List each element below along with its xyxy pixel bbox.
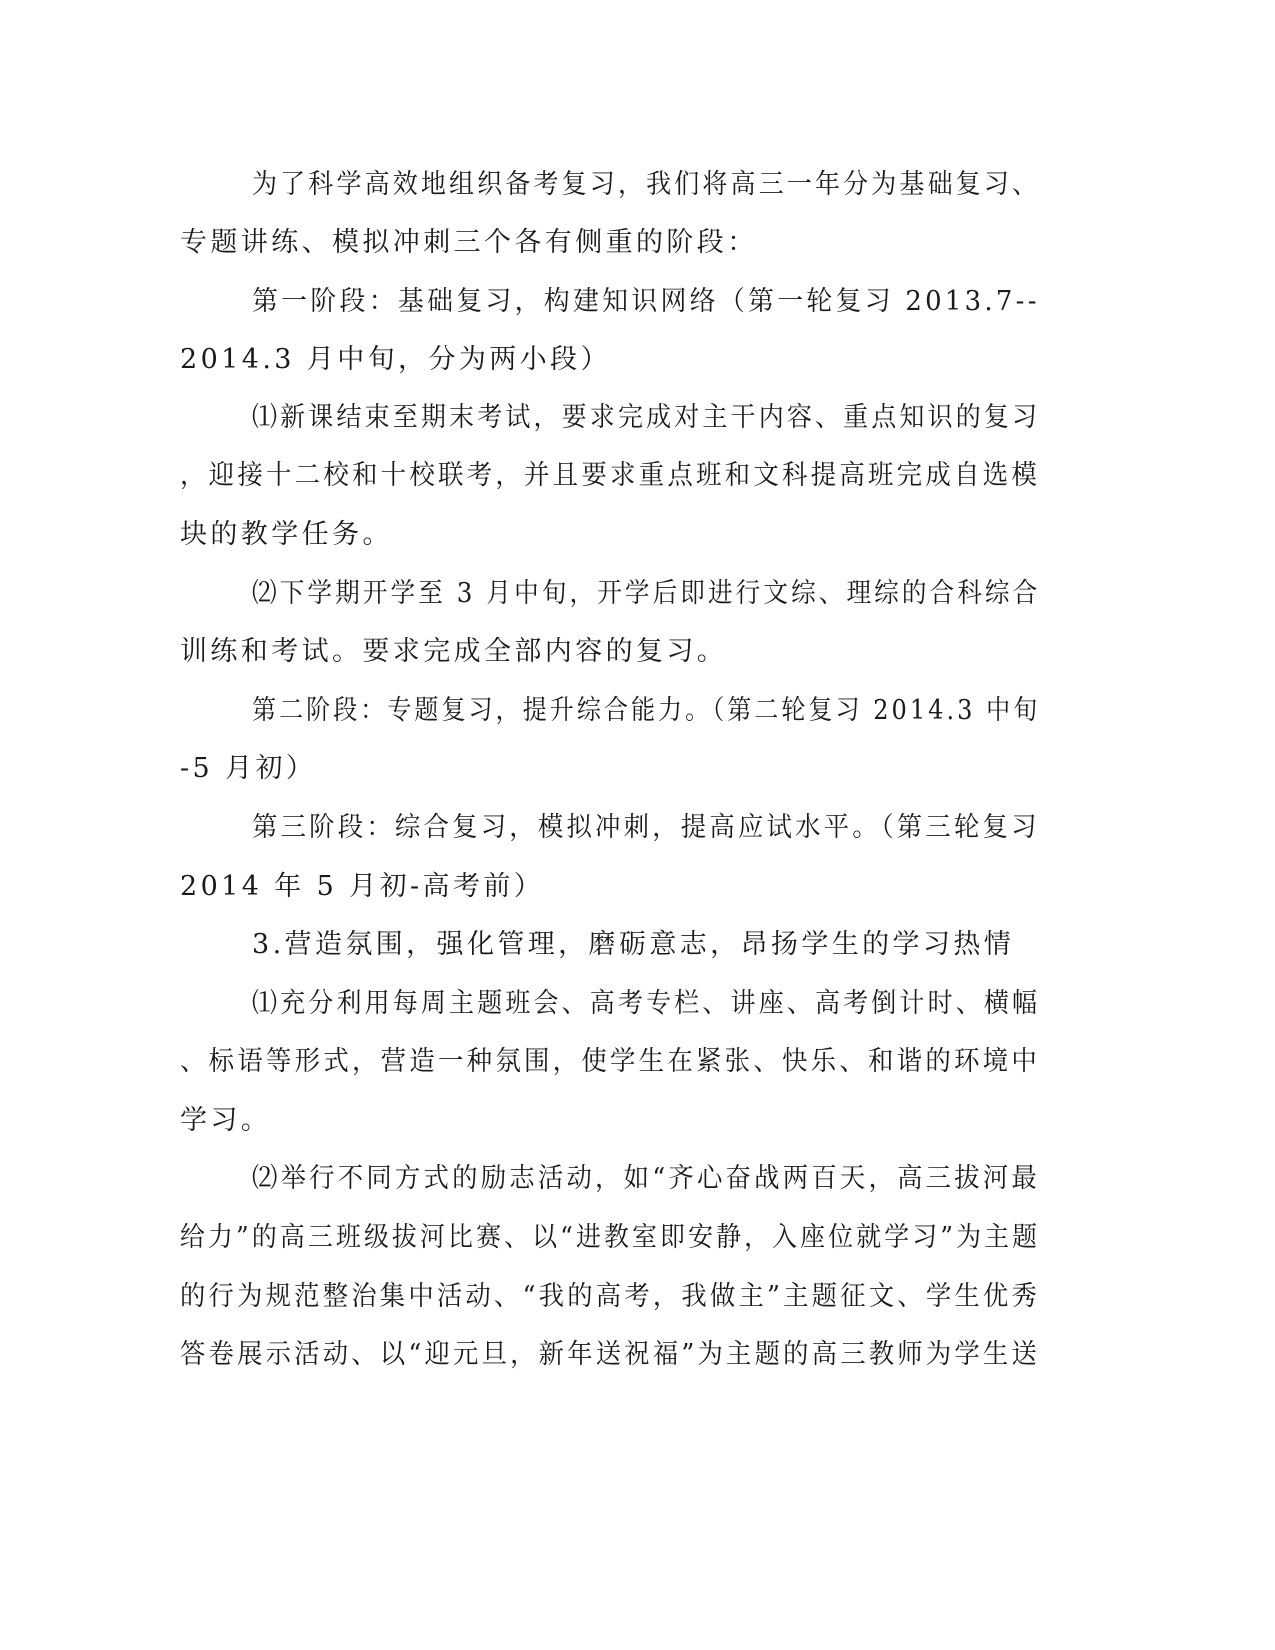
section-heading: 3.营造氛围，强化管理，磨砺意志，昂扬学生的学习热情 [252,929,1015,960]
text-line: ⑵下学期开学至 3 月中旬，开学后即进行文综、理综的合科综合 [252,578,1041,609]
text-line: 2014.3 月中旬，分为两小段） [180,344,611,375]
text-line: 专题讲练、模拟冲刺三个各有侧重的阶段： [180,227,758,258]
text-line: ，迎接十二校和十校联考，并且要求重点班和文科提高班完成自选模 [180,460,1040,491]
text-line: 2014 年 5 月初-高考前） [180,871,545,902]
text-line: 第二阶段：专题复习，提升综合能力。（第二轮复习 2014.3 中旬 [252,695,1041,726]
text-line: 答卷展示活动、以“迎元旦，新年送祝福”为主题的高三教师为学生送 [180,1339,1041,1370]
text-line: 、标语等形式，营造一种氛围，使学生在紧张、快乐、和谐的环境中 [180,1046,1040,1077]
text-line: 训练和考试。要求完成全部内容的复习。 [180,636,728,667]
text-line: ⑵举行不同方式的励志活动，如“齐心奋战两百天，高三拔河最 [252,1163,1041,1194]
text-line: 块的教学任务。 [180,519,393,550]
text-line: 为了科学高效地组织备考复习，我们将高三一年分为基础复习、 [252,169,1041,200]
text-line: ⑴充分利用每周主题班会、高考专栏、讲座、高考倒计时、横幅 [252,988,1041,1019]
text-line: 的行为规范整治集中活动、“我的高考，我做主”主题征文、学生优秀 [180,1281,1041,1312]
text-line: 第三阶段：综合复习，模拟冲刺，提高应试水平。（第三轮复习 [252,812,1040,843]
text-line: 学习。 [180,1105,272,1136]
text-line: 第一阶段：基础复习，构建知识网络（第一轮复习 2013.7-- [252,286,1040,317]
text-line: -5 月初） [180,753,317,784]
text-line: ⑴新课结束至期末考试，要求完成对主干内容、重点知识的复习 [252,402,1041,433]
text-line: 给力”的高三班级拔河比赛、以“进教室即安静，入座位就学习”为主题 [180,1222,1041,1253]
